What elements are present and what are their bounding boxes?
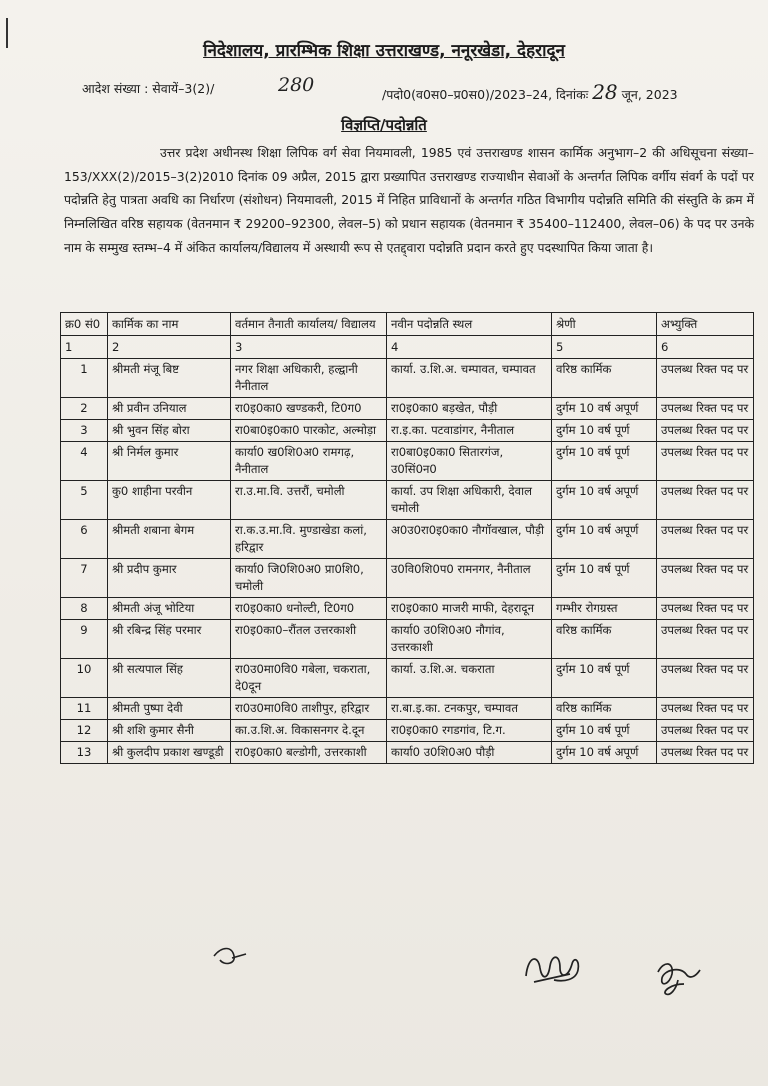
- cell-remark: उपलब्ध रिक्त पद पर: [657, 698, 754, 720]
- cell-name: श्री भुवन सिंह बोरा: [108, 420, 231, 442]
- promotion-table: [60, 312, 754, 764]
- cell-current-posting: रा0उ0मा0वि0 गबेला, चकराता, दे0दून: [231, 659, 387, 698]
- table-header-row: [61, 313, 754, 336]
- cell-current-posting: कार्या0 जि0शि0अ0 प्रा0शि0, चमोली: [231, 559, 387, 598]
- table-row: [61, 442, 754, 481]
- cell-remark: उपलब्ध रिक्त पद पर: [657, 359, 754, 398]
- signature: [650, 954, 710, 1000]
- header-current-posting: वर्तमान तैनाती कार्यालय/ विद्यालय: [231, 313, 387, 336]
- cell-category: वरिष्ठ कार्मिक: [552, 620, 657, 659]
- notice-title: विज्ञप्ति/पदोन्नति: [341, 116, 427, 134]
- cell-current-posting: रा0इ0का0–रौंतल उत्तरकाशी: [231, 620, 387, 659]
- cell-new-posting: कार्या0 उ0शि0अ0 नौगांव, उत्तरकाशी: [387, 620, 552, 659]
- cell-name: श्रीमती शबाना बेगम: [108, 520, 231, 559]
- order-date-handwritten: 28: [592, 80, 618, 104]
- cell-remark: उपलब्ध रिक्त पद पर: [657, 620, 754, 659]
- cell-remark: उपलब्ध रिक्त पद पर: [657, 742, 754, 764]
- table-row: [61, 559, 754, 598]
- cell-new-posting: कार्या. उप शिक्षा अधिकारी, देवाल चमोली: [387, 481, 552, 520]
- cell-remark: उपलब्ध रिक्त पद पर: [657, 398, 754, 420]
- office-title: निदेशालय, प्रारम्भिक शिक्षा उत्तराखण्ड, ननूरखेडा, देहरादून: [203, 41, 565, 61]
- table-row: [61, 420, 754, 442]
- signature-area: [0, 940, 768, 1000]
- cell-new-posting: कार्या. उ.शि.अ. चकराता: [387, 659, 552, 698]
- table-row: [61, 659, 754, 698]
- cell-serial: 5: [61, 481, 108, 520]
- cell-category: दुर्गम 10 वर्ष अपूर्ण: [552, 481, 657, 520]
- col-number: 1: [61, 336, 108, 359]
- cell-name: श्री रबिन्द्र सिंह परमार: [108, 620, 231, 659]
- cell-category: दुर्गम 10 वर्ष पूर्ण: [552, 720, 657, 742]
- table-row: [61, 359, 754, 398]
- cell-current-posting: रा0इ0का0 धनोल्टी, टि0ग0: [231, 598, 387, 620]
- cell-remark: उपलब्ध रिक्त पद पर: [657, 481, 754, 520]
- cell-name: श्री कुलदीप प्रकाश खण्डूडी: [108, 742, 231, 764]
- cell-new-posting: रा0इ0का0 माजरी माफी, देहरादून: [387, 598, 552, 620]
- cell-serial: 1: [61, 359, 108, 398]
- signature: [520, 946, 590, 990]
- cell-category: दुर्गम 10 वर्ष अपूर्ण: [552, 520, 657, 559]
- cell-remark: उपलब्ध रिक्त पद पर: [657, 520, 754, 559]
- col-number: 6: [657, 336, 754, 359]
- header-remark: अभ्युक्ति: [657, 313, 754, 336]
- cell-category: दुर्गम 10 वर्ष अपूर्ण: [552, 398, 657, 420]
- cell-current-posting: रा0उ0मा0वि0 ताशीपुर, हरिद्वार: [231, 698, 387, 720]
- table-row: [61, 398, 754, 420]
- cell-new-posting: रा0इ0का0 रगडगांव, टि.ग.: [387, 720, 552, 742]
- header-serial: क्र0 सं0: [61, 313, 108, 336]
- cell-name: श्री प्रवीन उनियाल: [108, 398, 231, 420]
- cell-category: दुर्गम 10 वर्ष पूर्ण: [552, 659, 657, 698]
- col-number: 5: [552, 336, 657, 359]
- cell-serial: 2: [61, 398, 108, 420]
- col-number: 2: [108, 336, 231, 359]
- cell-serial: 8: [61, 598, 108, 620]
- col-number: 4: [387, 336, 552, 359]
- cell-remark: उपलब्ध रिक्त पद पर: [657, 659, 754, 698]
- table-row: [61, 598, 754, 620]
- cell-current-posting: का.उ.शि.अ. विकासनगर दे.दून: [231, 720, 387, 742]
- cell-remark: उपलब्ध रिक्त पद पर: [657, 442, 754, 481]
- header-name: कार्मिक का नाम: [108, 313, 231, 336]
- header-category: श्रेणी: [552, 313, 657, 336]
- cell-current-posting: रा0इ0का0 बल्डोगी, उत्तरकाशी: [231, 742, 387, 764]
- cell-name: श्री सत्यपाल सिंह: [108, 659, 231, 698]
- table-row: [61, 520, 754, 559]
- cell-serial: 12: [61, 720, 108, 742]
- cell-name: श्री शशि कुमार सैनी: [108, 720, 231, 742]
- cell-new-posting: उ0वि0शि0प0 रामनगर, नैनीताल: [387, 559, 552, 598]
- cell-new-posting: रा.बा.इ.का. टनकपुर, चम्पावत: [387, 698, 552, 720]
- cell-current-posting: रा0बा0इ0का0 पारकोट, अल्मोड़ा: [231, 420, 387, 442]
- cell-category: दुर्गम 10 वर्ष पूर्ण: [552, 559, 657, 598]
- cell-serial: 6: [61, 520, 108, 559]
- cell-name: कु0 शाहीना परवीन: [108, 481, 231, 520]
- col-number: 3: [231, 336, 387, 359]
- order-suffix-group: [382, 80, 678, 104]
- cell-remark: उपलब्ध रिक्त पद पर: [657, 598, 754, 620]
- cell-serial: 9: [61, 620, 108, 659]
- cell-new-posting: रा0इ0का0 बड़खेत, पौड़ी: [387, 398, 552, 420]
- cell-category: दुर्गम 10 वर्ष पूर्ण: [552, 420, 657, 442]
- cell-current-posting: नगर शिक्षा अधिकारी, हल्द्वानी नैनीताल: [231, 359, 387, 398]
- cell-new-posting: अ0उ0रा0इ0का0 नौगॉवखाल, पौड़ी: [387, 520, 552, 559]
- cell-serial: 13: [61, 742, 108, 764]
- cell-category: दुर्गम 10 वर्ष अपूर्ण: [552, 742, 657, 764]
- cell-category: गम्भीर रोगग्रस्त: [552, 598, 657, 620]
- cell-serial: 10: [61, 659, 108, 698]
- cell-category: वरिष्ठ कार्मिक: [552, 698, 657, 720]
- cell-new-posting: कार्या0 उ0शि0अ0 पौड़ी: [387, 742, 552, 764]
- cell-serial: 11: [61, 698, 108, 720]
- cell-new-posting: रा.इ.का. पटवाडांगर, नैनीताल: [387, 420, 552, 442]
- table-row: [61, 481, 754, 520]
- table-row: [61, 720, 754, 742]
- cell-new-posting: रा0बा0इ0का0 सितारगंज, उ0सिं0न0: [387, 442, 552, 481]
- cell-name: श्री निर्मल कुमार: [108, 442, 231, 481]
- cell-remark: उपलब्ध रिक्त पद पर: [657, 720, 754, 742]
- cell-remark: उपलब्ध रिक्त पद पर: [657, 420, 754, 442]
- table-row: [61, 698, 754, 720]
- cell-category: वरिष्ठ कार्मिक: [552, 359, 657, 398]
- cell-name: श्रीमती मंजू बिष्ट: [108, 359, 231, 398]
- order-prefix: आदेश संख्या : सेवायें–3(2)/: [82, 81, 215, 96]
- cell-name: श्रीमती अंजू भोटिया: [108, 598, 231, 620]
- cell-serial: 3: [61, 420, 108, 442]
- cell-current-posting: रा.उ.मा.वि. उत्तरौं, चमोली: [231, 481, 387, 520]
- cell-serial: 4: [61, 442, 108, 481]
- order-date-rest: जून, 2023: [621, 87, 678, 102]
- cell-current-posting: रा.क.उ.मा.वि. मुण्डाखेडा कलां, हरिद्वार: [231, 520, 387, 559]
- cell-new-posting: कार्या. उ.शि.अ. चम्पावत, चम्पावत: [387, 359, 552, 398]
- order-number-line: [82, 74, 742, 104]
- cell-name: श्रीमती पुष्पा देवी: [108, 698, 231, 720]
- table-row: [61, 620, 754, 659]
- order-suffix: /पदो0(व0स0–प्र0स0)/2023–24, दिनांकः: [382, 87, 589, 102]
- cell-remark: उपलब्ध रिक्त पद पर: [657, 559, 754, 598]
- cell-serial: 7: [61, 559, 108, 598]
- handwritten-mark: [210, 942, 250, 972]
- cell-name: श्री प्रदीप कुमार: [108, 559, 231, 598]
- cell-current-posting: कार्या0 ख0शि0अ0 रामगढ़, नैनीताल: [231, 442, 387, 481]
- body-paragraph: उत्तर प्रदेश अधीनस्थ शिक्षा लिपिक वर्ग सेवा नियमावली, 1985 एवं उत्तराखण्ड शासन कार्मिक अनुभाग–2 की अधिसूचना संख्या–153/XXX(2)/2015–3(2)2010 दिनांक 09 अप्रैल, 2015 द्वारा प्रख्यापित उत्तराखण्ड राज्याधीन सेवाओं के अन्तर्गत लिपिक वर्गीय संवर्ग के पदों पर पदोन्नति हेतु पात्रता अवधि का निर्धारण (संशोधन) नियमावली, 2015 में निहित प्राविधानों के अन्तर्गत गठित विभागीय पदोन्नति समिति की संस्तुति के क्रम में निम्नलिखित वरिष्ठ सहायक (वेतनमान ₹ 29200–92300, लेवल–5) को प्रधान सहायक (वेतनमान ₹ 35400–112400, लेवल–06) के पद पर उनके नाम के सम्मुख स्तम्भ–4 में अंकित कार्यालय/विद्यालय में अस्थायी रूप से एतद्द्वारा पदोन्नति प्रदान करते हुए पदस्थापित किया जाता है।: [64, 145, 754, 255]
- table-column-number-row: [61, 336, 754, 359]
- header-new-posting: नवीन पदोन्नति स्थल: [387, 313, 552, 336]
- cell-category: दुर्गम 10 वर्ष पूर्ण: [552, 442, 657, 481]
- order-number-handwritten: 280: [278, 74, 315, 96]
- cell-current-posting: रा0इ0का0 खण्डकरी, टि0ग0: [231, 398, 387, 420]
- table-row: [61, 742, 754, 764]
